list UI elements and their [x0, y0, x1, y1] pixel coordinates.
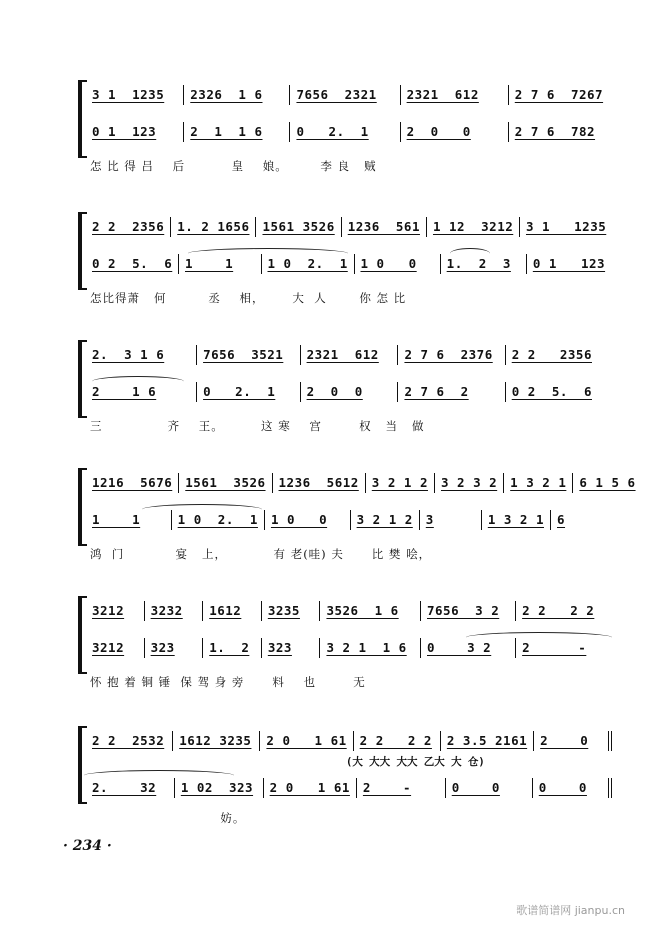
- measure: 1 1: [90, 510, 172, 530]
- score-system-1: [78, 80, 612, 230]
- measure: 1216 5676: [90, 473, 179, 493]
- measure: 2 0: [534, 731, 612, 751]
- measure: 323: [262, 638, 321, 658]
- measure: 1. 2 3: [441, 254, 527, 274]
- lyrics-line: 怎 比 得 吕 后 皇 娘。 李 良 贼: [90, 159, 377, 173]
- measure: 1612 3235: [173, 731, 260, 751]
- measure: 2321 612: [301, 345, 399, 365]
- measure: 323: [145, 638, 204, 658]
- measure: 2 7 6 7267: [514, 87, 604, 102]
- measure: 0 1 123: [532, 256, 606, 271]
- measure: 1 0 0: [355, 254, 441, 274]
- upper-staff: [90, 731, 612, 751]
- staff-bracket: [78, 340, 82, 418]
- lower-staff: [90, 778, 612, 798]
- measure: 3 2 3 2: [435, 473, 504, 493]
- measure: 2 -: [357, 778, 446, 798]
- measure: 0 2 5. 6: [90, 254, 179, 274]
- lyrics-line: 怎比得萧 何 丞 相， 大 人 你 怎 比: [90, 291, 407, 305]
- measure: 1236 5612: [273, 473, 366, 493]
- measure: 3 2 1 1 6: [320, 638, 421, 658]
- measure: 0 2 5. 6: [511, 384, 592, 399]
- staff-bracket: [78, 726, 82, 804]
- measure: 1561 3526: [179, 473, 272, 493]
- score-system-5: [78, 596, 612, 746]
- measure: 7656 3521: [197, 345, 301, 365]
- measure: 7656 3 2: [421, 601, 516, 621]
- lyrics-line: 妨。: [90, 811, 246, 825]
- staff-bracket: [78, 468, 82, 546]
- measure: 2 0 1 61: [264, 778, 357, 798]
- measure: 1612: [203, 601, 262, 621]
- measure: 2 2 2356: [511, 347, 592, 362]
- staff-bracket: [78, 80, 82, 158]
- measure: 2. 32: [90, 778, 175, 798]
- measure: 2 7 6 782: [514, 124, 596, 139]
- measure: 1 3 2 1: [482, 510, 551, 530]
- measure: 2 -: [522, 640, 587, 655]
- measure: 3526 1 6: [320, 601, 421, 621]
- upper-staff: [90, 345, 612, 365]
- measure: 1236 561: [342, 217, 427, 237]
- measure: 1 12 3212: [427, 217, 520, 237]
- upper-staff: [90, 217, 612, 237]
- measure: 1 3 2 1: [504, 473, 573, 493]
- measure: 3212: [90, 601, 145, 621]
- upper-staff: [90, 473, 636, 493]
- lyrics-line: 怀 抱 着 铜 锤 保 驾 身 旁 料 也 无: [90, 675, 366, 689]
- staff-bracket: [78, 596, 82, 674]
- measure: 0 3 2: [421, 638, 516, 658]
- measure: 7656 2321: [290, 85, 400, 105]
- upper-staff: [90, 601, 612, 621]
- measure: 2 1 1 6: [184, 122, 290, 142]
- measure: 0 0: [446, 778, 533, 798]
- measure: 3 1 1235: [525, 219, 607, 234]
- measure: 3: [420, 510, 482, 530]
- page-number: · 234 ·: [63, 838, 112, 854]
- measure: 3212: [90, 638, 145, 658]
- measure: 2 0 1 61: [260, 731, 353, 751]
- measure: 2 1 6: [90, 382, 197, 402]
- lyrics-line: 鸿 门 宴 上， 有 老(哇) 夫 比 樊 哙，: [90, 547, 432, 561]
- measure: 2 2 2 2: [522, 603, 595, 618]
- lower-staff: [90, 122, 612, 142]
- measure: 1 0 2. 1: [172, 510, 265, 530]
- percussion-annotation: (大 大大 大大 乙大 大 仓): [346, 756, 485, 768]
- measure: 1561 3526: [256, 217, 341, 237]
- measure: 3 2 1 2: [351, 510, 420, 530]
- lower-staff: [90, 638, 612, 658]
- measure: 2 3.5 2161: [441, 731, 534, 751]
- measure: 2 0 0: [401, 122, 509, 142]
- measure: 6: [557, 512, 566, 527]
- lower-staff: [90, 510, 612, 530]
- measure: 1 02 323: [175, 778, 264, 798]
- measure: 2 7 6 2376: [398, 345, 505, 365]
- measure: 2 2 2 2: [354, 731, 441, 751]
- measure: 1 0 2. 1: [262, 254, 355, 274]
- measure: 2321 612: [401, 85, 509, 105]
- measure: 2 2 2532: [90, 731, 173, 751]
- measure: 2 0 0: [301, 382, 399, 402]
- score-system-6: [78, 726, 612, 876]
- measure: 2 7 6 2: [398, 382, 505, 402]
- measure: 3232: [145, 601, 204, 621]
- measure: 6 1 5 6: [579, 475, 636, 490]
- measure: 2326 1 6: [184, 85, 290, 105]
- measure: 2. 3 1 6: [90, 345, 197, 365]
- measure: 0 0: [533, 778, 612, 798]
- measure: 0 1 123: [90, 122, 184, 142]
- lower-staff: [90, 382, 612, 402]
- measure: 1 0 0: [265, 510, 351, 530]
- upper-staff: [90, 85, 612, 105]
- watermark-text: 歌谱简谱网 jianpu.cn: [516, 904, 625, 917]
- lyrics-line: 三 齐 王。 这 寒 宫 权 当 做: [90, 419, 425, 433]
- measure: 3 2 1 2: [366, 473, 435, 493]
- measure: 3235: [262, 601, 321, 621]
- measure: 0 2. 1: [290, 122, 400, 142]
- measure: 1. 2: [203, 638, 262, 658]
- measure: 2 2 2356: [90, 217, 171, 237]
- measure: 1 1: [179, 254, 262, 274]
- lower-staff: [90, 254, 612, 274]
- measure: 1. 2 1656: [171, 217, 256, 237]
- staff-bracket: [78, 212, 82, 290]
- measure: 0 2. 1: [197, 382, 301, 402]
- measure: 3 1 1235: [90, 85, 184, 105]
